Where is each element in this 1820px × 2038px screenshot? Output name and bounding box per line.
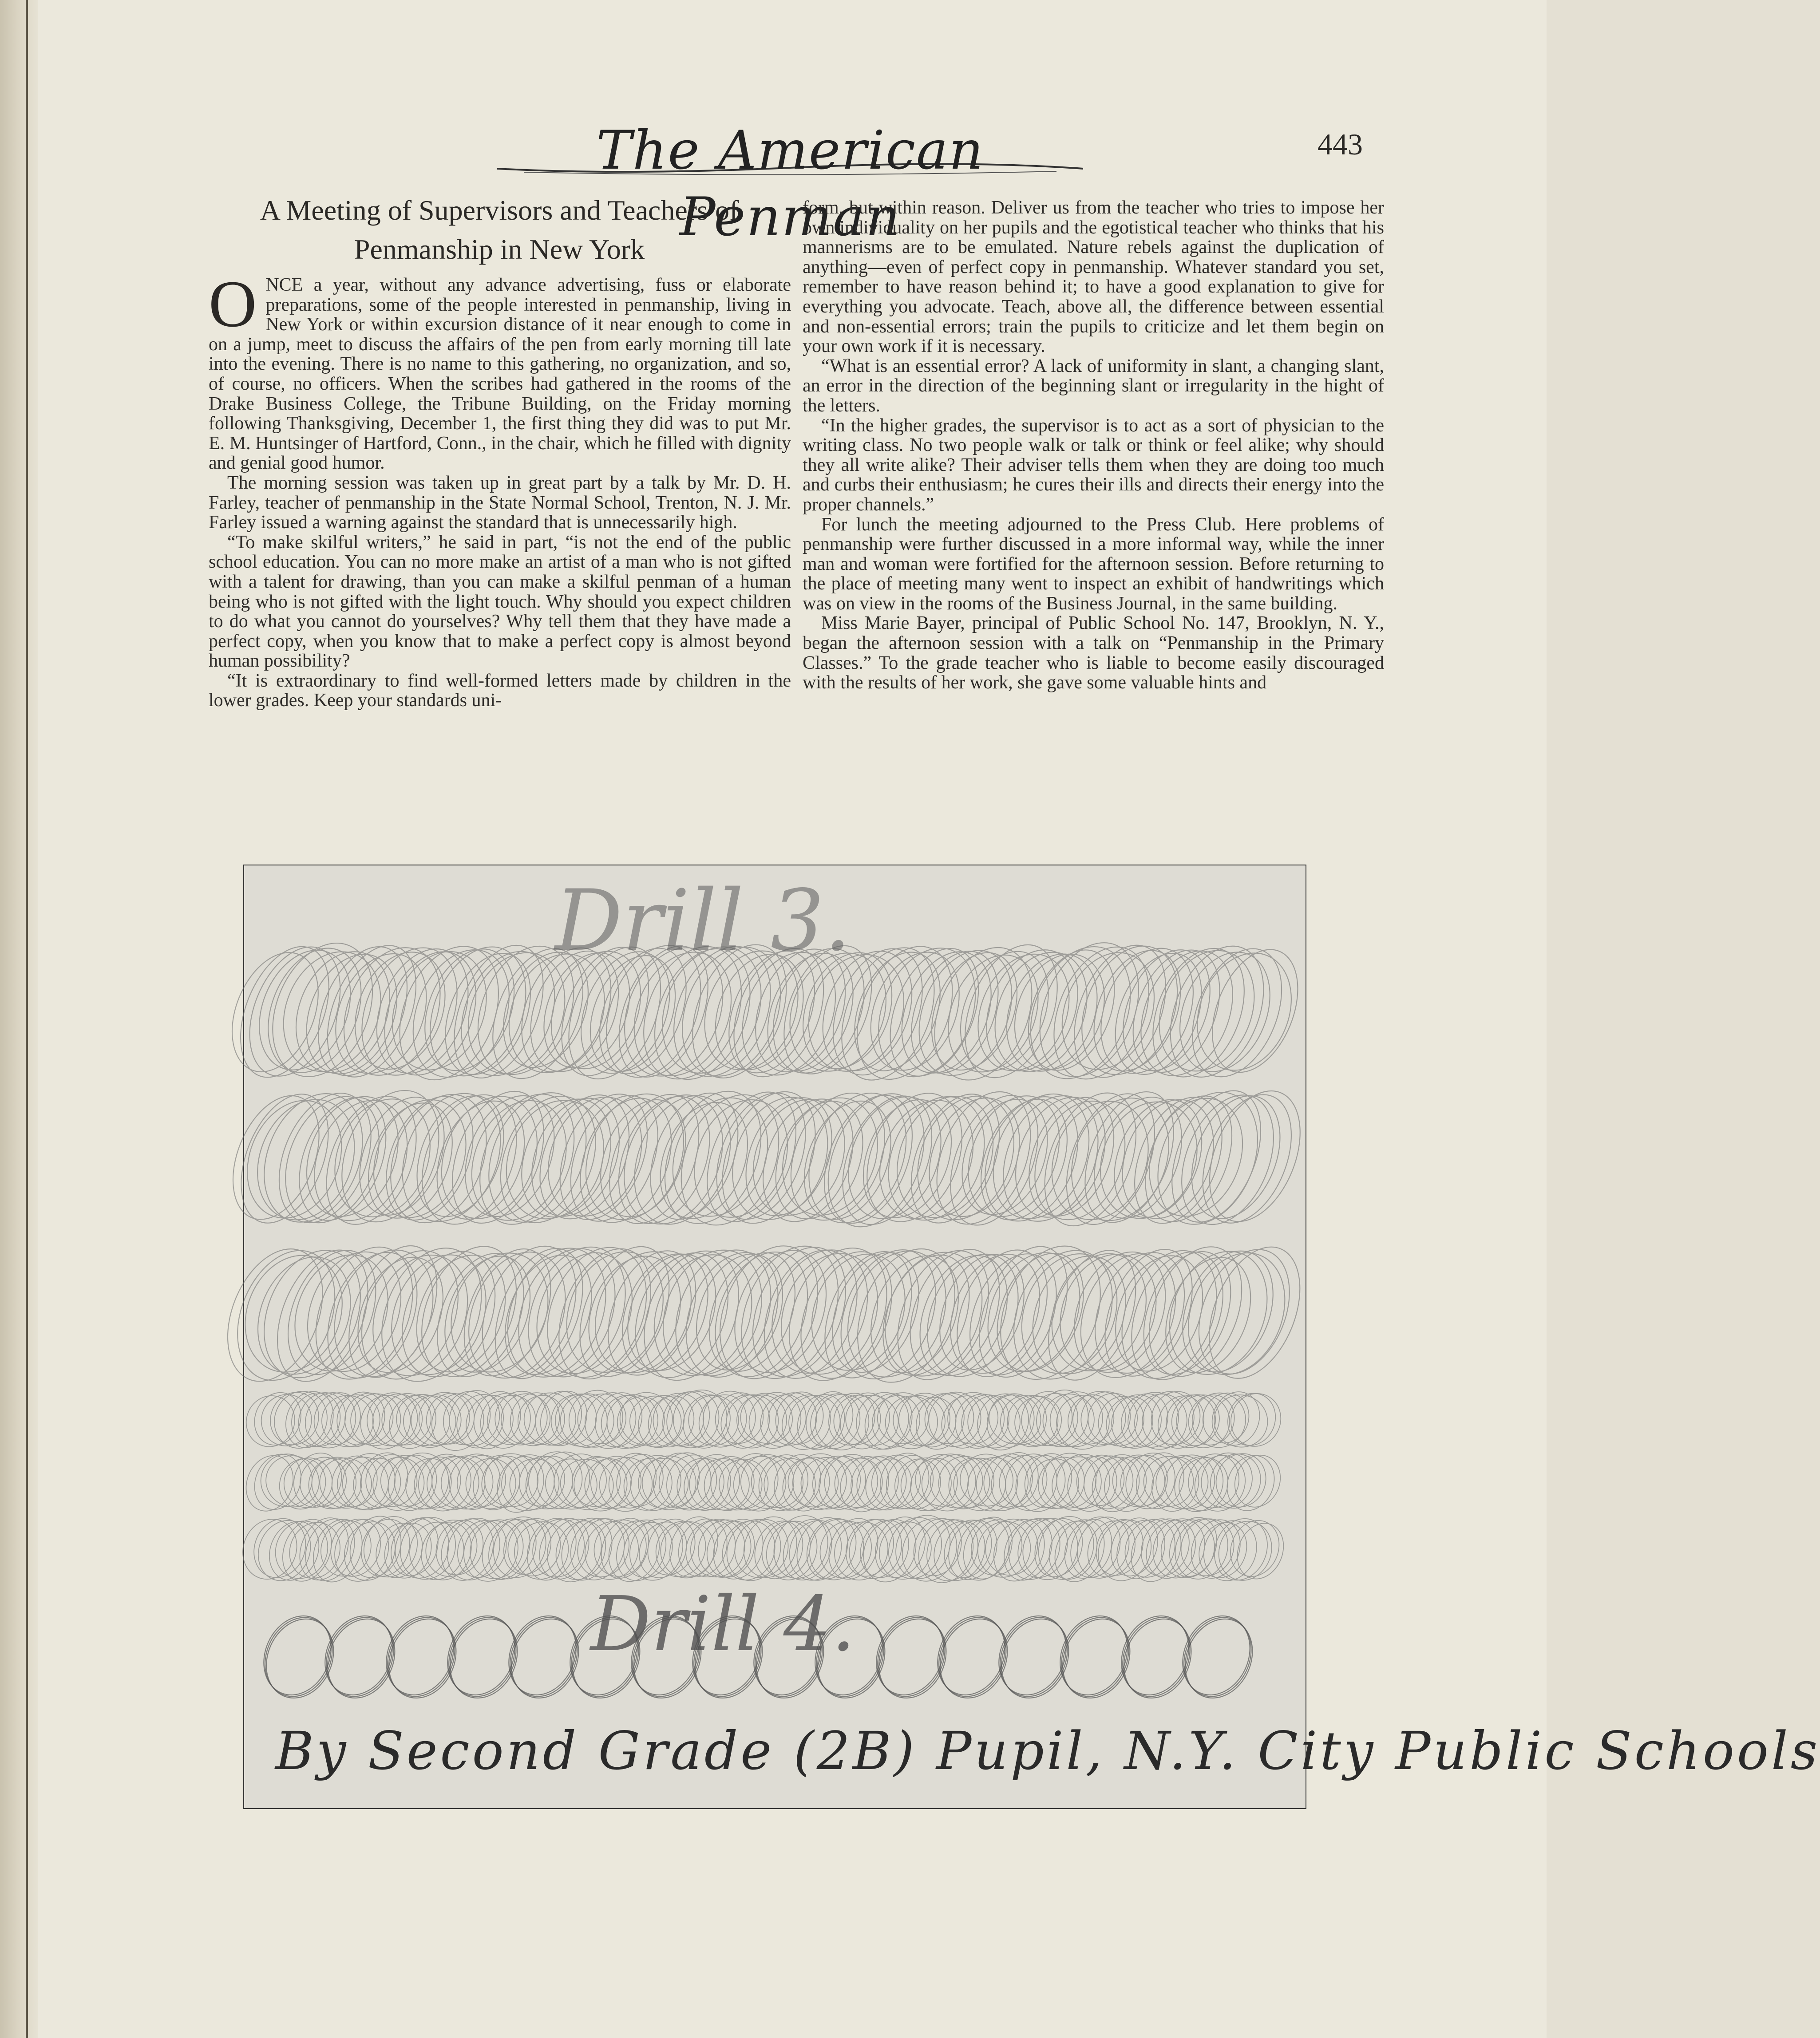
oval-drill-row	[210, 1231, 1318, 1397]
paragraph: For lunch the meeting adjourned to the Press Club. Here problems of penmanship were further discussed in a more informal way, while the inner man and woman were fortified for the afternoon session. Before returning to the place of meeting many went to inspect an exhibit of handwritings which was on view in the rooms of the Business Journal, in the same building.	[803, 514, 1384, 614]
paragraph: “What is an essential error? A lack of uniformity in slant, a changing slant, an error in the direction of the beginning slant or irregularity in the hight of the letters.	[803, 355, 1384, 416]
paragraph: “In the higher grades, the supervisor is to act as a sort of physician to the writing class. No two people walk or talk or think or feel alike; why should they all write alike? Their adviser tells them when they are doing too much and curbs their enthusiasm; he cures their ills and directs their energy into the proper channels.”	[803, 415, 1384, 515]
drill-4-label: Drill 4.	[590, 1580, 855, 1668]
paragraph: form, but within reason. Deliver us from the teacher who tries to impose her own individuality on her pupils and the egotistical teacher who thinks that his mannerisms are to be emulated. Nature rebels against the duplication of anything—even of perfect copy in penmanship. Whatever standard you set, remember to have reason behind it; to have a good explanation to give for everything you advocate. Teach, above all, the difference between essential and non-essential errors; train the pupils to criticize and let them begin on your own work if it is necessary.	[803, 197, 1384, 357]
page-number: 443	[1318, 127, 1363, 161]
right-column	[803, 198, 1384, 693]
article-title-line-1: A Meeting of Supervisors and Teachers of	[260, 194, 739, 226]
figure-caption: By Second Grade (2B) Pupil, N.Y. City Public Schools	[275, 1720, 1820, 1781]
book-gutter	[0, 0, 38, 2038]
article-title-line-2: Penmanship in New York	[354, 233, 645, 265]
paragraph: “It is extraordinary to find well-formed letters made by children in the lower grades. Keep your standards uni-	[209, 670, 791, 711]
left-column	[209, 267, 791, 711]
paragraph	[209, 267, 791, 474]
oval-drill-row	[239, 1382, 1289, 1458]
paragraph-text: NCE a year, without any advance advertising, fuss or elaborate preparations, some of the people interested in penmanship, living in New York or within excursion distance of it near enough to come in on a jump, meet to discuss the affairs of the pen from early morning till late into the evening. There is no name to this gathering, no organization, and so, of course, no officers. When the scribes had gathered in the rooms of the Drake Business College, the Tribune Building, on the Friday morning following Thanksgiving, December 1, the first thing they did was to put Mr. E. M. Huntsinger of Hartford, Conn., in the chair, which he filled with dignity and genial good humor.	[209, 275, 791, 474]
drop-cap: O	[209, 267, 257, 341]
article-title	[209, 191, 790, 271]
drill-3-label: Drill 3.	[555, 872, 851, 970]
paragraph: The morning session was taken up in great part by a talk by Mr. D. H. Farley, teacher of penmanship in the State Normal School, Trenton, N. J. Mr. Farley issued a warning against the standard that is unnecessarily high.	[209, 472, 791, 533]
oval-drill-row	[216, 1076, 1318, 1241]
masthead-title: The American Penman	[596, 120, 984, 248]
oval-drill-row	[238, 1444, 1288, 1520]
paragraph: Miss Marie Bayer, principal of Public School No. 147, Brooklyn, N. Y., began the afternoon session with a talk on “Penmanship in the Primary Classes.” To the grade teacher who is liable to become easily discouraged with the results of her work, she gave some valuable hints and	[803, 613, 1384, 693]
gutter-edge	[26, 0, 28, 2038]
paragraph: “To make skilful writers,” he said in part, “is not the end of the public school education. You can no more make an artist of a man who is not gifted with a talent for drawing, than you can make a skilful penman of a human being who is not gifted with the light touch. Why should you expect children to do what you cannot do yourselves? Why tell them that they have made a perfect copy, when you know that to make a perfect copy is almost beyond human possibility?	[209, 532, 791, 671]
